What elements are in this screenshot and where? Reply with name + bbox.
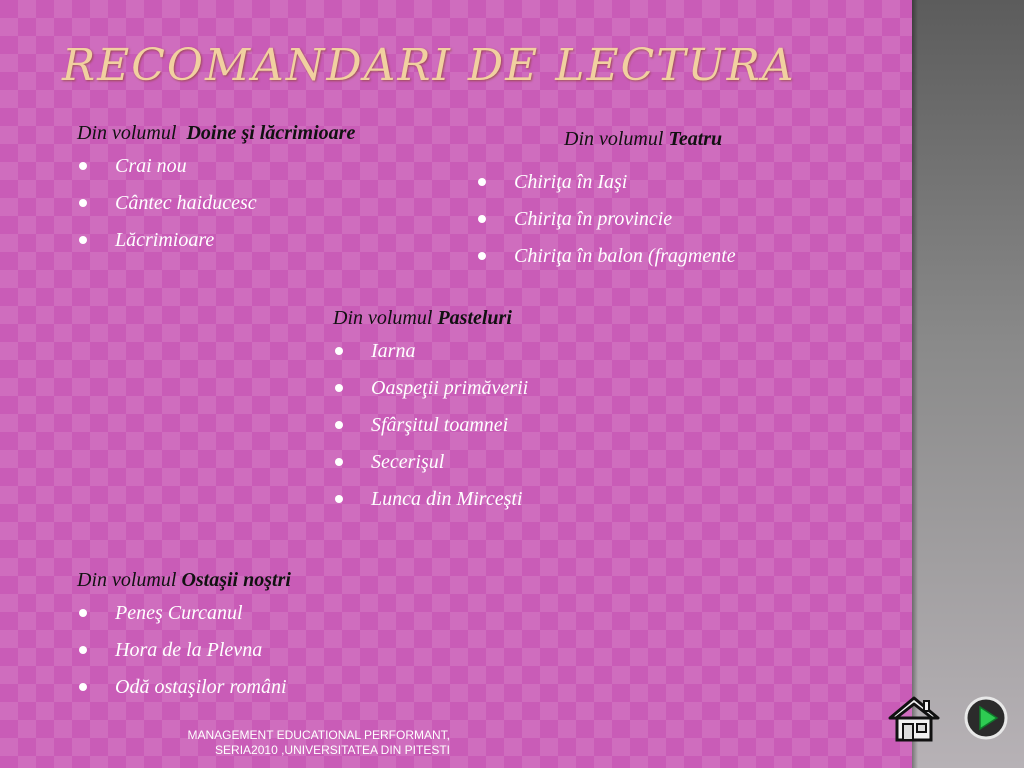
- volume-prefix: Din volumul: [333, 307, 433, 329]
- volume-name: Pasteluri: [437, 307, 512, 329]
- volume-name: Ostaşii noştri: [181, 569, 291, 591]
- volume-prefix: Din volumul: [77, 569, 177, 591]
- list-item: Chiriţa în balon (fragmente: [476, 245, 736, 282]
- volume-name: Teatru: [668, 128, 723, 150]
- volume-prefix: Din volumul: [564, 128, 664, 150]
- footer: [120, 728, 450, 758]
- volume-heading: [77, 122, 355, 145]
- slide-title: RECOMANDARI DE LECTURA: [62, 40, 796, 91]
- list-item: Sfârşitul toamnei: [333, 414, 528, 451]
- home-button[interactable]: [886, 694, 942, 748]
- footer-line: SERIA2010 ,UNIVERSITATEA DIN PITESTI: [215, 743, 450, 757]
- list-item: Oaspeţii primăverii: [333, 377, 528, 414]
- home-icon: [886, 694, 942, 744]
- list-item: Odă ostaşilor români: [77, 676, 291, 713]
- footer-line: MANAGEMENT EDUCATIONAL PERFORMANT,: [187, 728, 450, 742]
- volume-name: Doine şi lăcrimioare: [186, 122, 356, 144]
- list-item: Chiriţa în Iaşi: [476, 171, 736, 208]
- volume-prefix: Din volumul: [77, 122, 177, 144]
- list-item: Lăcrimioare: [77, 229, 355, 266]
- play-list: [476, 171, 736, 282]
- volume-heading: [77, 569, 291, 592]
- volume-heading: [476, 128, 736, 151]
- list-item: Secerişul: [333, 451, 528, 488]
- list-item: Peneş Curcanul: [77, 602, 291, 639]
- list-item: Chiriţa în provincie: [476, 208, 736, 245]
- side-panel: [912, 0, 1024, 768]
- poem-list: [77, 155, 355, 266]
- volume-teatru: [476, 128, 736, 282]
- list-item: Hora de la Plevna: [77, 639, 291, 676]
- list-item: Crai nou: [77, 155, 355, 192]
- volume-ostasii: [77, 569, 291, 713]
- list-item: Cântec haiducesc: [77, 192, 355, 229]
- volume-pasteluri: [333, 307, 528, 525]
- volume-heading: [333, 307, 528, 330]
- list-item: Iarna: [333, 340, 528, 377]
- next-button[interactable]: [962, 694, 1010, 746]
- poem-list: [333, 340, 528, 525]
- poem-list: [77, 602, 291, 713]
- volume-doine: [77, 122, 355, 266]
- play-next-icon: [962, 694, 1010, 742]
- list-item: Lunca din Mirceşti: [333, 488, 528, 525]
